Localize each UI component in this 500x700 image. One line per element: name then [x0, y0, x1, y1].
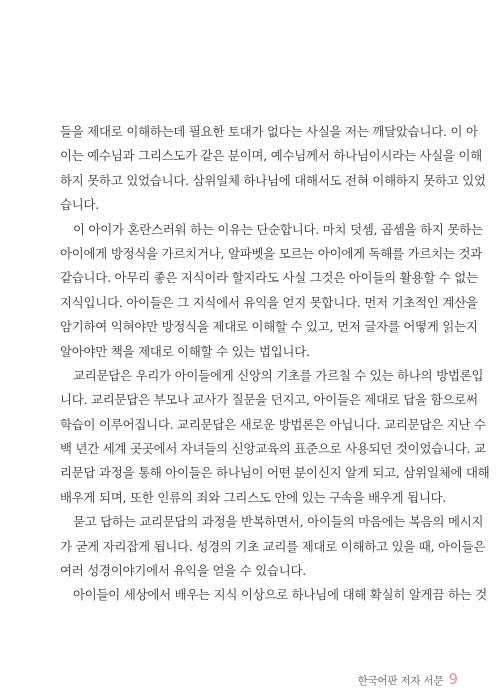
- page-footer: [358, 670, 458, 690]
- text-line: 하지 못하고 있었습니다. 삼위일체 하나님에 대해서도 전혀 이해하지 못하고 있었: [60, 172, 486, 188]
- text-line: 지식입니다. 아이들은 그 지식에서 유익을 얻지 못합니다. 먼저 기초적인 계산을: [60, 294, 478, 310]
- text-line: 니다. 교리문답은 부모나 교사가 질문을 던지고, 아이들은 제대로 답을 함으로써: [60, 392, 478, 408]
- text-line: 이는 예수님과 그리스도가 같은 분이며, 예수님께서 하나님이시라는 사실을 이해: [60, 148, 483, 164]
- text-line: 암기하여 익혀야만 방정식을 제대로 이해할 수 있고, 먼저 글자를 어떻게 읽는지: [60, 319, 478, 335]
- text-line: 알아야만 책을 제대로 이해할 수 있는 법입니다.: [60, 343, 310, 359]
- text-line: 여러 성경이야기에서 유익을 얻을 수 있습니다.: [60, 563, 307, 579]
- text-line: 리문답 과정을 통해 아이들은 하나님이 어떤 분이신지 알게 되고, 삼위일체에 대해: [60, 465, 490, 481]
- page-number: 9: [448, 670, 458, 688]
- text-line: 아이들이 세상에서 배우는 지식 이상으로 하나님에 대해 확실히 알게끔 하는 것: [73, 587, 488, 603]
- text-line: 이 아이가 혼란스러워 하는 이유는 단순합니다. 마치 덧셈, 곱셈을 하지 못하는: [73, 221, 483, 237]
- text-line: 가 굳게 자리잡게 됩니다. 성경의 기초 교리를 제대로 이해하고 있을 때, 아이들은: [60, 538, 486, 554]
- text-line: 학습이 이루어집니다. 교리문답은 새로운 방법론은 아닙니다. 교리문답은 지난 수: [60, 416, 486, 432]
- text-line: 배우게 되며, 또한 인류의 죄와 그리스도 안에 있는 구속을 배우게 됩니다.: [60, 489, 447, 505]
- running-footer-label: 한국어판 저자 서문: [357, 675, 444, 687]
- text-line: 습니다.: [60, 197, 100, 213]
- body-text: [60, 120, 490, 608]
- text-line: 같습니다. 아무리 좋은 지식이라 할지라도 사실 그것은 아이들의 활용할 수 없는: [60, 270, 478, 286]
- text-line: 묻고 답하는 교리문답의 과정을 반복하면서, 아이들의 마음에는 복음의 메시지: [73, 514, 484, 530]
- text-line: 들을 제대로 이해하는데 필요한 토대가 없다는 사실을 저는 깨달았습니다. 이 아: [60, 124, 478, 139]
- text-line: 아이에게 방정식을 가르치거나, 알파벳을 모르는 아이에게 독해를 가르치는 것과: [60, 245, 483, 261]
- text-line: 교리문답은 우리가 아이들에게 신앙의 기초를 가르칠 수 있는 하나의 방법론입: [73, 367, 484, 383]
- text-line: 백 년간 세계 곳곳에서 자녀들의 신앙교육의 표준으로 사용되던 것이었습니다. 교: [60, 441, 486, 457]
